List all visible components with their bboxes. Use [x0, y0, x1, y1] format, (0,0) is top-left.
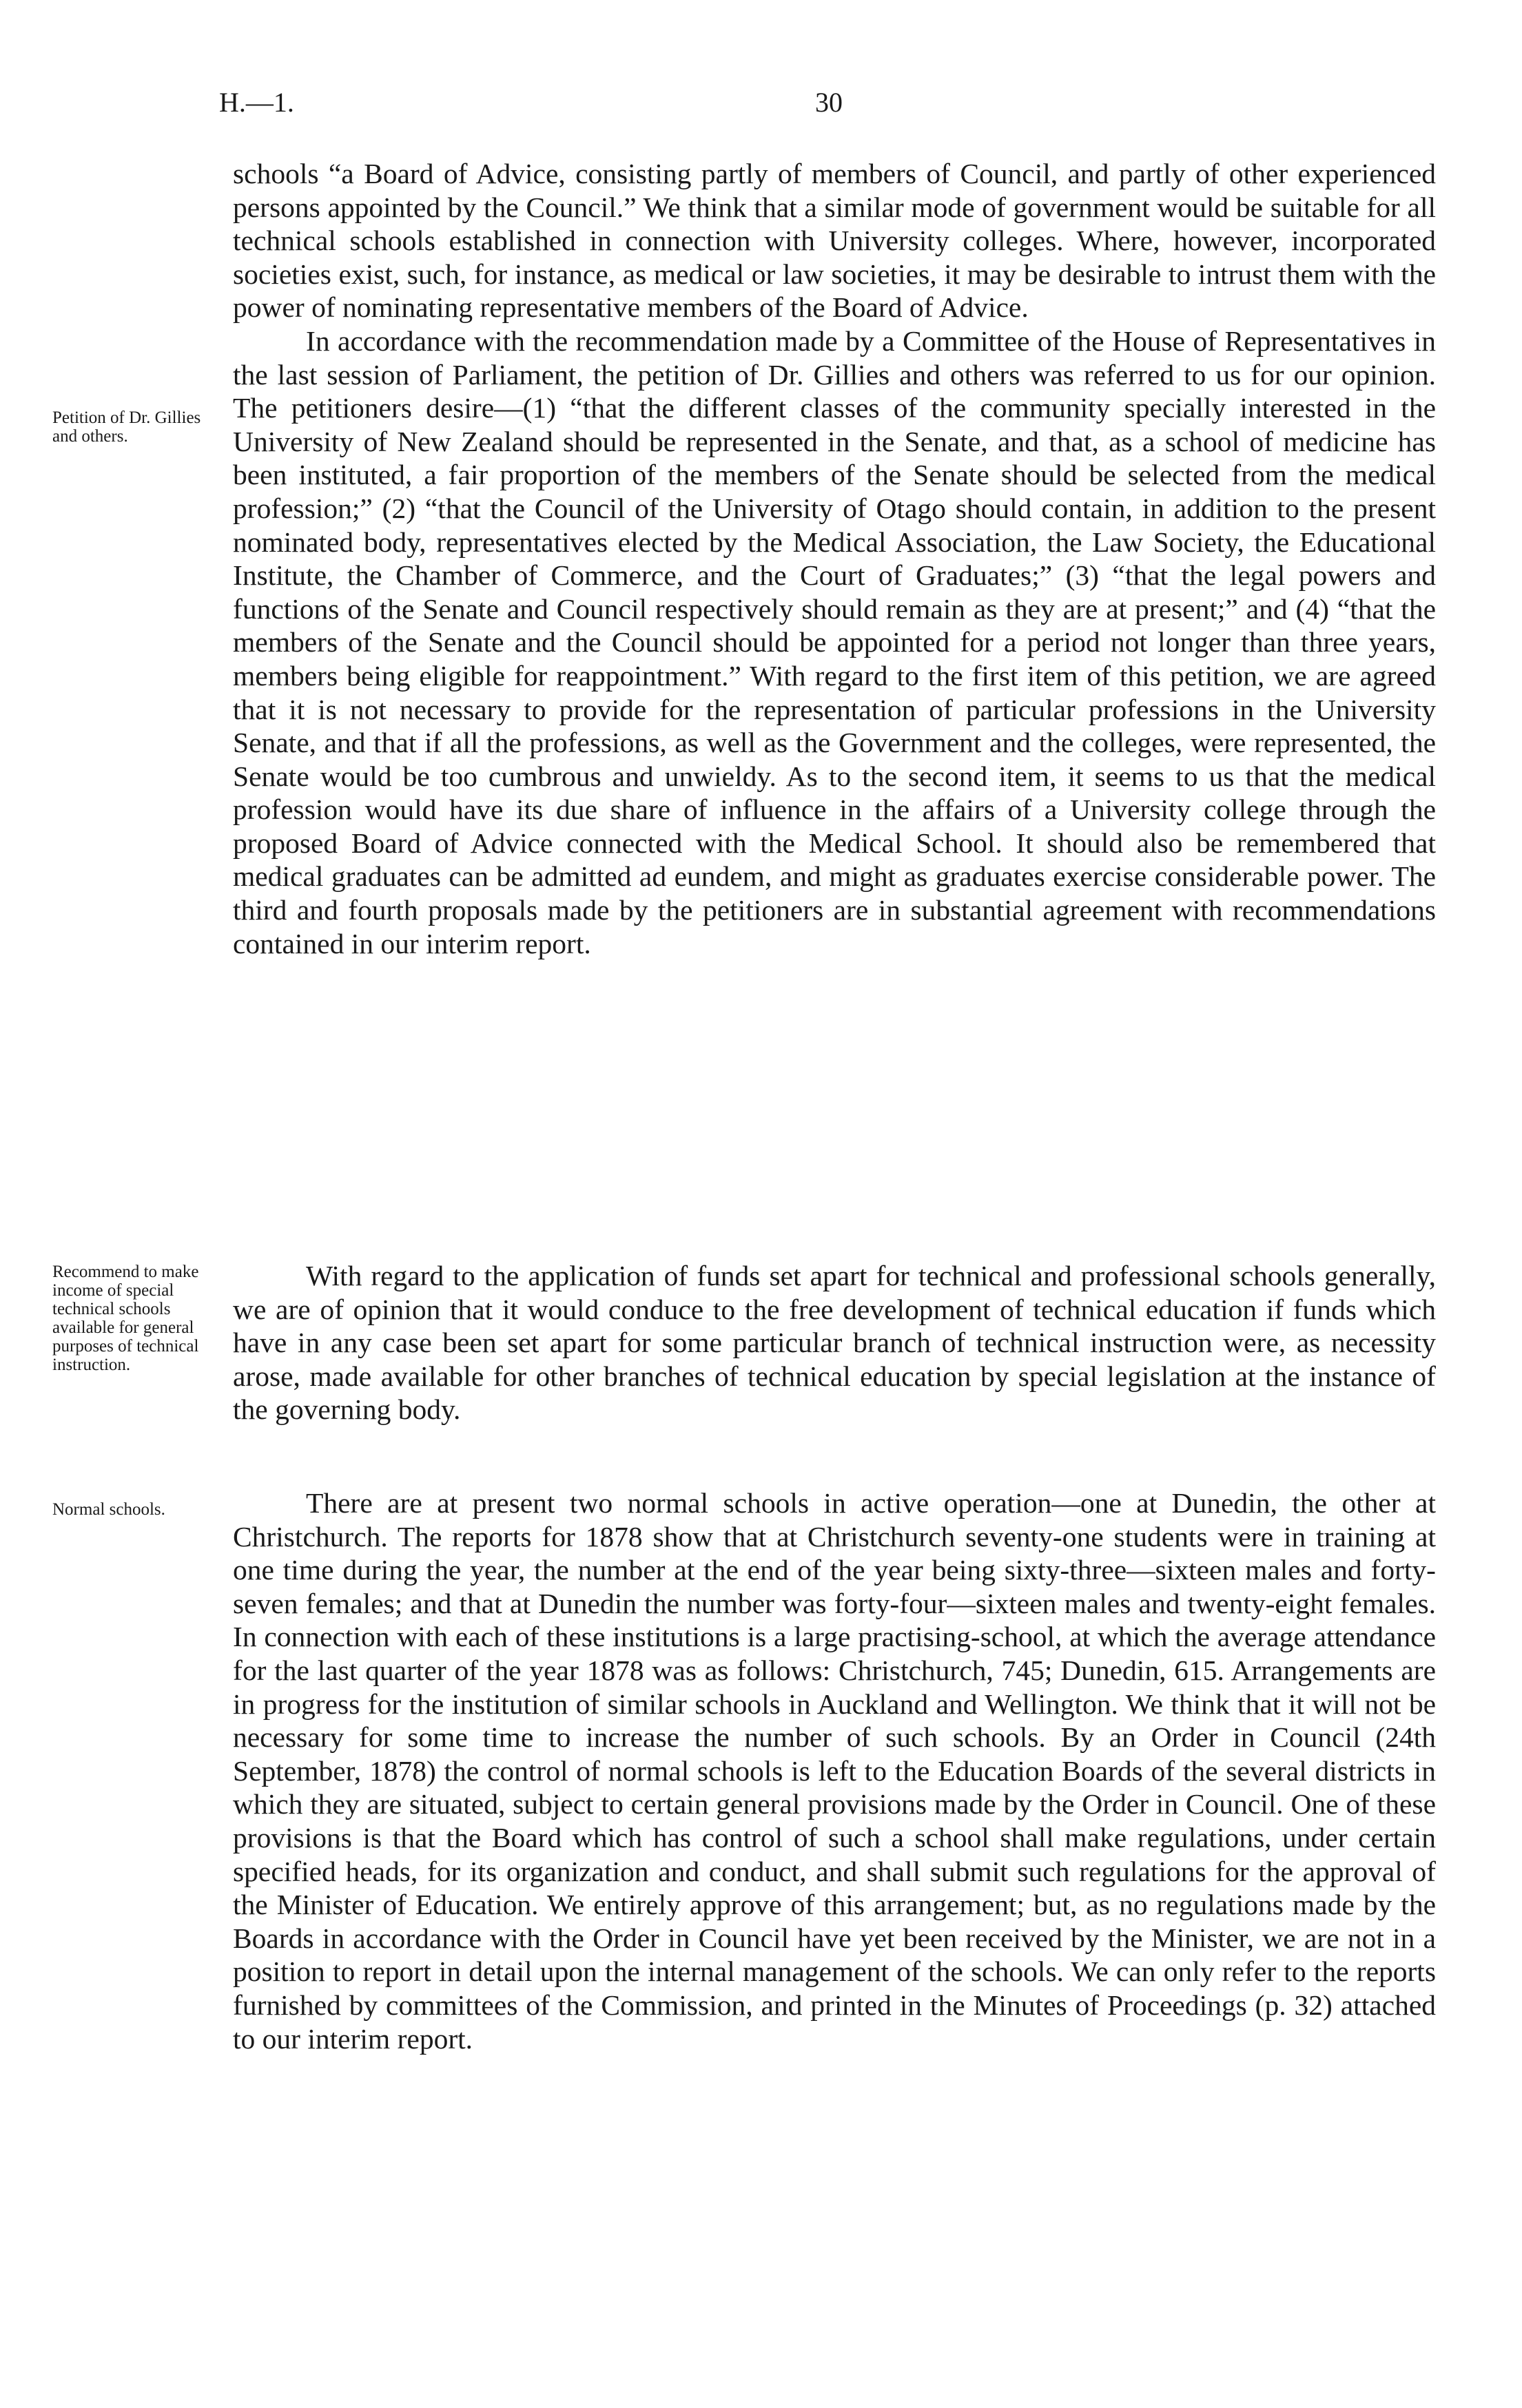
margin-note-technical-funds: Recommend to make income of special technical schools available for general purposes of technical instruction. [52, 1263, 199, 1374]
page-header [219, 86, 1439, 127]
paragraph-normal-schools: There are at present two normal schools in active operation—one at Dunedin, the other at Christchurch. The reports for 1878 show that at Christchurch seventy-one students were in training at one time during the year, the number at the end of the year being sixty-three—sixteen males and forty-seven females; and that at Dunedin the number was forty-four—sixteen males and twenty-eight females. In connection with each of these institutions is a large practising-school, at which the average attendance for the last quarter of the year 1878 was as follows: Christchurch, 745; Dunedin, 615. Arrangements are in progress for the institution of similar schools in Auckland and Wellington. We think that it will not be necessary for some time to increase the number of such schools. By an Order in Council (24th September, 1878) the control of normal schools is left to the Education Boards of the several districts in which they are situated, subject to certain general provisions made by the Order in Council. One of these provisions is that the Board which has control of such a school shall make regulations, under certain specified heads, for its organization and conduct, and shall submit such regulations for the approval of the Minister of Education. We entirely approve of this arrangement; but, as no regulations made by the Boards in accordance with the Order in Council have yet been received by the Minister, we are not in a position to report in detail upon the internal management of the schools. We can only refer to the reports furnished by committees of the Commission, and printed in the Minutes of Proceedings (p. 32) attached to our interim report. [233, 1487, 1436, 2055]
page-number: 30 [815, 87, 843, 118]
margin-note-petition: Petition of Dr. Gillies and others. [52, 408, 201, 446]
paragraph-board-of-advice: schools “a Board of Advice, consisting partly of members of Council, and partly of other experienced persons appointed by the Council.” We think that a similar mode of government would be suitable for all technical schools established in connection with University colleges. Where, however, incorporated societies exist, such, for instance, as medical or law societies, it may be desirable to intrust them with the power of nominating representative members of the Board of Advice. [233, 158, 1436, 324]
main-text-block [233, 157, 1436, 960]
paragraph-petition: In accordance with the recommendation made by a Committee of the House of Representatives in the last session of Parliament, the petition of Dr. Gillies and others was referred to us for our opinion. The petitioners desire—(1) “that the different classes of the community specially interested in the University of New Zealand should be represented in the Senate, and that, as a school of medicine has been instituted, a fair proportion of the members of the Senate should be selected from the medical profession;” (2) “that the Council of the University of Otago should contain, in addition to the present nominated body, representatives elected by the Medical Association, the Law Society, the Educational Institute, the Chamber of Commerce, and the Court of Graduates;” (3) “that the legal powers and functions of the Senate and Council respectively should remain as they are at present;” and (4) “that the members of the Senate and the Council should be appointed for a period not longer than three years, members being eligible for reappointment.” With regard to the first item of this petition, we are agreed that it is not necessary to provide for the representation of particular professions in the University Senate, and that if all the professions, as well as the Government and the colleges, were represented, the Senate would be too cumbrous and unwieldy. As to the second item, it seems to us that the medical profession would have its due share of influence in the affairs of a University college through the proposed Board of Advice connected with the Medical School. It should also be remembered that medical graduates can be admitted ad eundem, and might as graduates exercise considerable power. The third and fourth proposals made by the petitioners are in substantial agreement with recommendations contained in our interim report. [233, 324, 1436, 959]
margin-note-normal-schools: Normal schools. [52, 1500, 165, 1519]
technical-funds-text-block [233, 1259, 1436, 1426]
document-reference: H.—1. [219, 87, 294, 118]
paragraph-technical-funds: With regard to the application of funds set apart for technical and professional schools generally, we are of opinion that it would conduce to the free development of technical education if funds which have in any case been set apart for some particular branch of technical instruction were, as necessity arose, made available for other branches of technical education by special legislation at the instance of the governing body. [233, 1260, 1436, 1426]
normal-schools-text-block [233, 1486, 1436, 2055]
